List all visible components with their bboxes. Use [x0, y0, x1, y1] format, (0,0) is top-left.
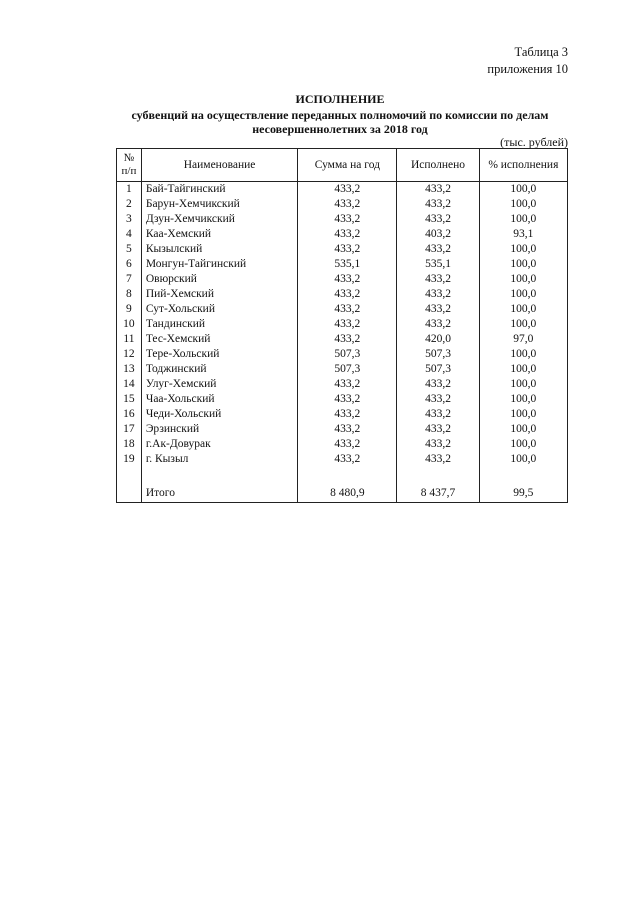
row-sum: 433,2	[298, 182, 397, 198]
row-number: 18	[117, 437, 142, 452]
row-number: 6	[117, 257, 142, 272]
row-number: 17	[117, 422, 142, 437]
row-sum: 433,2	[298, 317, 397, 332]
row-done: 433,2	[397, 212, 479, 227]
col-header-number: № п/п	[117, 149, 142, 182]
row-sum: 433,2	[298, 437, 397, 452]
row-percent: 100,0	[479, 242, 567, 257]
row-done: 433,2	[397, 197, 479, 212]
total-done: 8 437,7	[397, 484, 479, 503]
table-row	[117, 392, 568, 407]
row-done: 433,2	[397, 317, 479, 332]
row-name: Монгун-Тайгинский	[141, 257, 297, 272]
row-number: 8	[117, 287, 142, 302]
doc-subtitle-line1: субвенций на осуществление переданных полномочий по комиссии по делам	[131, 108, 549, 122]
row-done: 433,2	[397, 422, 479, 437]
row-name: Эрзинский	[141, 422, 297, 437]
row-sum: 433,2	[298, 392, 397, 407]
col-header-percent: % исполнения	[479, 149, 567, 182]
row-number: 9	[117, 302, 142, 317]
row-sum: 433,2	[298, 242, 397, 257]
row-number: 10	[117, 317, 142, 332]
row-name: Кызылский	[141, 242, 297, 257]
row-percent: 100,0	[479, 407, 567, 422]
row-percent: 100,0	[479, 302, 567, 317]
table-row	[117, 332, 568, 347]
row-sum: 433,2	[298, 377, 397, 392]
row-number: 15	[117, 392, 142, 407]
row-done: 433,2	[397, 287, 479, 302]
row-sum: 507,3	[298, 362, 397, 377]
spacer-cell	[479, 467, 567, 484]
row-sum: 433,2	[298, 197, 397, 212]
row-percent: 100,0	[479, 362, 567, 377]
table-row	[117, 422, 568, 437]
row-percent: 100,0	[479, 287, 567, 302]
row-done: 507,3	[397, 347, 479, 362]
table-row	[117, 287, 568, 302]
table-row	[117, 197, 568, 212]
row-done: 433,2	[397, 272, 479, 287]
spacer-cell	[397, 467, 479, 484]
row-name: Бай-Тайгинский	[141, 182, 297, 198]
row-percent: 100,0	[479, 437, 567, 452]
total-number	[117, 484, 142, 503]
row-percent: 100,0	[479, 317, 567, 332]
row-name: Чеди-Хольский	[141, 407, 297, 422]
row-number: 13	[117, 362, 142, 377]
total-percent: 99,5	[479, 484, 567, 503]
col-header-done: Исполнено	[397, 149, 479, 182]
row-sum: 433,2	[298, 422, 397, 437]
row-number: 12	[117, 347, 142, 362]
row-name: Каа-Хемский	[141, 227, 297, 242]
table-row	[117, 317, 568, 332]
row-percent: 100,0	[479, 182, 567, 198]
row-number: 11	[117, 332, 142, 347]
row-name: Барун-Хемчикский	[141, 197, 297, 212]
row-percent: 100,0	[479, 377, 567, 392]
table-row	[117, 437, 568, 452]
row-number: 3	[117, 212, 142, 227]
total-label: Итого	[141, 484, 297, 503]
row-percent: 100,0	[479, 257, 567, 272]
doc-title: ИСПОЛНЕНИЕ	[295, 92, 385, 106]
row-sum: 433,2	[298, 302, 397, 317]
table-row	[117, 242, 568, 257]
row-sum: 507,3	[298, 347, 397, 362]
row-done: 433,2	[397, 302, 479, 317]
row-done: 433,2	[397, 377, 479, 392]
table-number: Таблица 3	[514, 45, 568, 59]
row-number: 5	[117, 242, 142, 257]
table-caption	[487, 44, 568, 78]
row-done: 433,2	[397, 452, 479, 467]
row-name: г. Кызыл	[141, 452, 297, 467]
row-sum: 433,2	[298, 227, 397, 242]
spacer-cell	[141, 467, 297, 484]
table-row	[117, 407, 568, 422]
row-name: Чаа-Хольский	[141, 392, 297, 407]
row-percent: 100,0	[479, 422, 567, 437]
row-name: Овюрский	[141, 272, 297, 287]
row-name: Тандинский	[141, 317, 297, 332]
table-row	[117, 347, 568, 362]
row-sum: 535,1	[298, 257, 397, 272]
row-number: 19	[117, 452, 142, 467]
table-row	[117, 257, 568, 272]
table-row	[117, 377, 568, 392]
row-name: Улуг-Хемский	[141, 377, 297, 392]
col-header-name: Наименование	[141, 149, 297, 182]
table-row	[117, 272, 568, 287]
row-percent: 100,0	[479, 272, 567, 287]
table-row	[117, 212, 568, 227]
row-done: 403,2	[397, 227, 479, 242]
row-sum: 433,2	[298, 212, 397, 227]
row-done: 535,1	[397, 257, 479, 272]
table-row	[117, 452, 568, 467]
row-name: Тоджинский	[141, 362, 297, 377]
row-percent: 100,0	[479, 197, 567, 212]
row-percent: 100,0	[479, 452, 567, 467]
table-row	[117, 227, 568, 242]
row-name: Тес-Хемский	[141, 332, 297, 347]
col-header-sum: Сумма на год	[298, 149, 397, 182]
table-row	[117, 182, 568, 198]
row-number: 4	[117, 227, 142, 242]
execution-table	[116, 148, 568, 503]
appendix-number: приложения 10	[487, 62, 568, 76]
row-name: Дзун-Хемчикский	[141, 212, 297, 227]
row-name: Пий-Хемский	[141, 287, 297, 302]
row-sum: 433,2	[298, 407, 397, 422]
row-percent: 100,0	[479, 392, 567, 407]
table-row	[117, 362, 568, 377]
row-percent: 100,0	[479, 212, 567, 227]
row-percent: 93,1	[479, 227, 567, 242]
row-done: 433,2	[397, 437, 479, 452]
row-percent: 100,0	[479, 347, 567, 362]
table-header-row	[117, 149, 568, 182]
row-done: 433,2	[397, 242, 479, 257]
total-row	[117, 484, 568, 503]
row-sum: 433,2	[298, 332, 397, 347]
table-spacer-row	[117, 467, 568, 484]
row-number: 14	[117, 377, 142, 392]
row-done: 433,2	[397, 182, 479, 198]
row-sum: 433,2	[298, 272, 397, 287]
row-number: 1	[117, 182, 142, 198]
row-number: 2	[117, 197, 142, 212]
row-number: 16	[117, 407, 142, 422]
spacer-cell	[298, 467, 397, 484]
row-done: 420,0	[397, 332, 479, 347]
row-done: 433,2	[397, 407, 479, 422]
units-label: (тыс. рублей)	[500, 135, 568, 149]
total-sum: 8 480,9	[298, 484, 397, 503]
spacer-cell	[117, 467, 142, 484]
row-done: 433,2	[397, 392, 479, 407]
table-body	[117, 182, 568, 503]
row-sum: 433,2	[298, 287, 397, 302]
row-name: г.Ак-Довурак	[141, 437, 297, 452]
row-done: 507,3	[397, 362, 479, 377]
row-name: Тере-Хольский	[141, 347, 297, 362]
row-name: Сут-Хольский	[141, 302, 297, 317]
row-sum: 433,2	[298, 452, 397, 467]
table-row	[117, 302, 568, 317]
row-number: 7	[117, 272, 142, 287]
doc-subtitle-line2: несовершеннолетних за 2018 год	[252, 122, 428, 136]
row-percent: 97,0	[479, 332, 567, 347]
